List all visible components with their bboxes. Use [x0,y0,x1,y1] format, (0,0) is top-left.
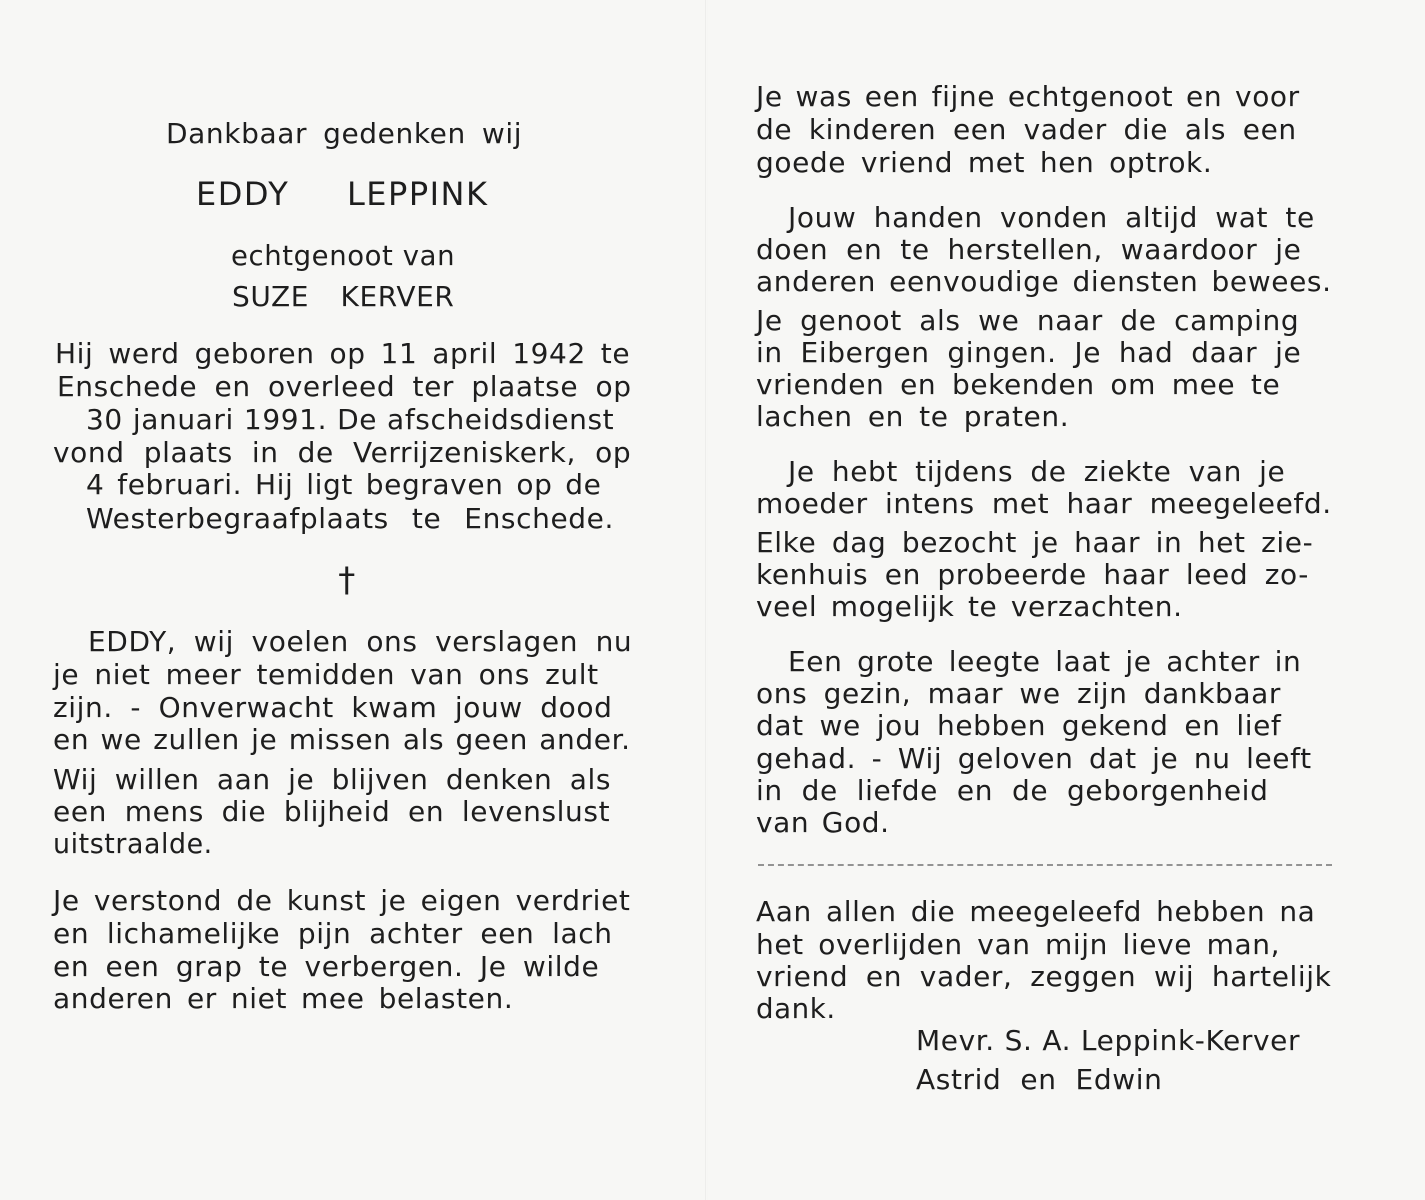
biography-line: Westerbegraafplaats te Enschede. [86,502,614,535]
text-line: EDDY, wij voelen ons verslagen nu [88,625,633,658]
text-line: Je genoot als we naar de camping [756,304,1300,337]
intro-text: Dankbaar gedenken wij [166,117,523,150]
text-line: Een grote leegte laat je achter in [788,645,1302,678]
text-line: Aan allen die meegeleefd hebben na [756,895,1316,928]
text-line: in Eibergen gingen. Je had daar je [756,336,1302,369]
text-line: Jouw handen vonden altijd wat te [788,201,1315,234]
text-line: dat we jou hebben gekend en lief [756,709,1282,742]
text-line: anderen er niet mee belasten. [53,982,514,1015]
spouse-name: SUZE KERVER [232,280,455,313]
biography-line: Hij werd geboren op 11 april 1942 te [55,337,631,370]
text-line: ons gezin, maar we zijn dankbaar [756,677,1282,710]
text-line: je niet meer temidden van ons zult [53,658,599,691]
text-line: vrienden en bekenden om mee te [756,368,1281,401]
text-line: Je hebt tijdens de ziekte van je [788,455,1286,488]
relation-text: echtgenoot van [231,239,456,272]
text-line: zijn. - Onverwacht kwam jouw dood [53,691,613,724]
dashed-divider [758,864,1332,866]
signature-line: Mevr. S. A. Leppink-Kerver [916,1024,1301,1057]
text-line: lachen en te praten. [756,400,1070,433]
left-page [0,0,706,1200]
text-line: in de liefde en de geborgenheid [756,774,1269,807]
text-line: en we zullen je missen als geen ander. [53,723,631,756]
biography-line: 4 februari. Hij ligt begraven op de [86,468,602,501]
text-line: doen en te herstellen, waardoor je [756,233,1302,266]
cross-icon: † [338,560,356,600]
text-line: en lichamelijke pijn achter een lach [53,917,613,950]
biography-line: 30 januari 1991. De afscheidsdienst [86,403,615,436]
text-line: uitstraalde. [53,827,213,860]
biography-line: Enschede en overleed ter plaatse op [57,370,632,403]
text-line: de kinderen een vader die als een [756,113,1297,146]
text-line: van God. [756,806,890,839]
text-line: goede vriend met hen optrok. [756,146,1213,179]
text-line: Wij willen aan je blijven denken als [53,763,612,796]
text-line: het overlijden van mijn lieve man, [756,928,1281,961]
text-line: dank. [756,992,836,1025]
text-line: Elke dag bezocht je haar in het zie- [756,526,1314,559]
biography-line: vond plaats in de Verrijzeniskerk, op [53,436,632,469]
text-line: veel mogelijk te verzachten. [756,590,1183,623]
text-line: anderen eenvoudige diensten bewees. [756,265,1332,298]
text-line: een mens die blijheid en levenslust [53,795,611,828]
text-line: gehad. - Wij geloven dat je nu leeft [756,742,1312,775]
text-line: Je verstond de kunst je eigen verdriet [53,884,631,917]
text-line: Je was een fijne echtgenoot en voor [756,80,1300,113]
text-line: kenhuis en probeerde haar leed zo- [756,558,1310,591]
signature-line: Astrid en Edwin [916,1063,1163,1096]
text-line: vriend en vader, zeggen wij hartelijk [756,960,1332,993]
text-line: en een grap te verbergen. Je wilde [53,950,600,983]
text-line: moeder intens met haar meegeleefd. [756,487,1332,520]
deceased-name: EDDY LEPPINK [196,175,489,213]
